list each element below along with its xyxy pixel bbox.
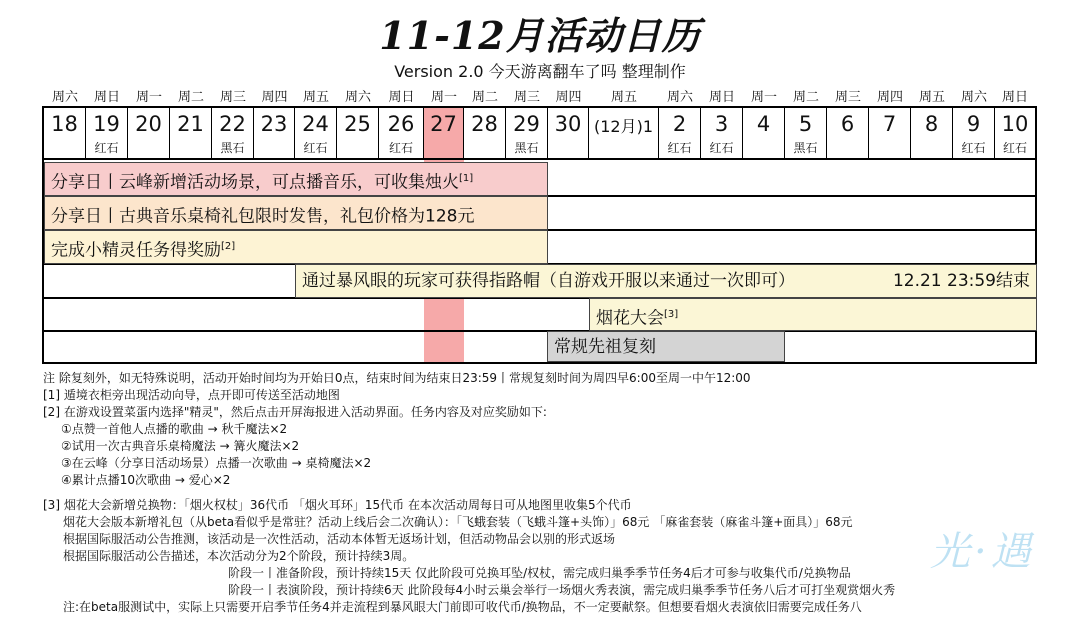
day-number: 25 — [344, 112, 371, 136]
day-note: 黑石 — [793, 141, 818, 155]
day-note: 红石 — [303, 141, 328, 155]
event-label: 常规先祖复刻 — [554, 337, 656, 357]
day-number: 27 — [430, 112, 457, 136]
day-note: 黑石 — [220, 141, 245, 155]
day-number: 3 — [714, 112, 729, 136]
weekday-label: 周四 — [876, 90, 903, 105]
note-general: 注 除复刻外，如无特殊说明，活动开始时间均为开始日0点，结束时间为结束日23:59丨常规复刻时间为周四早6:00至周一中午12:00 — [43, 371, 751, 385]
day-note: 黑石 — [514, 141, 539, 155]
day-note: 红石 — [1002, 141, 1027, 155]
note-3-detail: 根据国际服活动公告描述，本次活动分为2个阶段，预计持续3周。 — [63, 549, 415, 563]
weekday-label: 周日 — [1001, 90, 1028, 105]
day-number: 20 — [135, 112, 162, 136]
event-end-time: 12.21 23:59结束 — [892, 271, 1030, 291]
weekday-label: 周二 — [792, 90, 819, 105]
weekday-label: 周六 — [960, 90, 987, 105]
event-ref: [3] — [664, 309, 679, 320]
event-ref: [1] — [459, 173, 474, 184]
day-note: 红石 — [388, 141, 413, 155]
event-bar-fireworks-festival — [589, 298, 1037, 331]
note-1: [1] 遁境衣柜旁出现活动向导，点开即可传送至活动地图 — [43, 388, 340, 402]
event-label: 分享日丨古典音乐桌椅礼包限时发售，礼包价格为128元 — [51, 206, 475, 227]
day-cell — [295, 108, 337, 160]
day-number: 30 — [554, 112, 582, 136]
day-note: 红石 — [667, 141, 692, 155]
day-number: 23 — [260, 112, 288, 136]
event-label: 完成小精灵任务得奖励 — [51, 240, 221, 261]
day-cell — [170, 108, 212, 160]
day-cell — [424, 108, 464, 160]
weekday-label: 周五 — [302, 90, 329, 105]
note-3: [3] 烟花大会新增兑换物：「烟火权杖」36代币 「烟火耳环」15代币 在本次活动周每日可从地图里收集5个代币 — [43, 498, 632, 512]
event-bar-spirit-quest — [44, 230, 548, 264]
day-number: 7 — [882, 112, 897, 136]
day-cell — [995, 108, 1035, 160]
weekday-label: 周一 — [430, 90, 457, 105]
day-cell — [44, 108, 86, 160]
event-ref: [2] — [221, 241, 236, 252]
event-bar-eye-of-storm-hat — [295, 264, 1037, 298]
day-number: 2 — [672, 112, 687, 136]
notes-section — [43, 370, 1043, 616]
day-cell — [785, 108, 827, 160]
note-2-task: ②试用一次古典音乐桌椅魔法 → 篝火魔法×2 — [61, 439, 300, 453]
weekday-label: 周日 — [388, 90, 415, 105]
day-cell — [506, 108, 548, 160]
weekday-label: 周六 — [344, 90, 371, 105]
weekday-label: 周六 — [51, 90, 78, 105]
weekday-label: 周一 — [135, 90, 162, 105]
event-bar-ancestor-rerun — [547, 331, 785, 362]
day-number: 24 — [302, 112, 329, 136]
note-3-beta: 注:在beta服测试中，实际上只需要开启季节任务4并走流程到暴风眼大门前即可收代币/换物品，不一定要献祭。但想要看烟火表演依旧需要完成任务八 — [63, 600, 862, 614]
event-bar-cloud-peak-share — [44, 162, 548, 196]
day-cell — [869, 108, 911, 160]
weekday-label: 周二 — [177, 90, 204, 105]
day-cell — [659, 108, 701, 160]
page-title: 11-12月活动日历 — [379, 13, 701, 58]
event-label: 通过暴风眼的玩家可获得指路帽（自游戏开服以来通过一次即可） — [302, 271, 795, 291]
weekday-label: 周三 — [513, 90, 540, 105]
day-number: 10 — [1001, 112, 1029, 136]
day-cell — [911, 108, 953, 160]
note-3-phase: 阶段一丨准备阶段，预计持续15天 仅此阶段可兑换耳坠/权杖，需完成归巢季季节任务4后才可参与收集代币/兑换物品 — [228, 566, 851, 580]
day-cell — [86, 108, 128, 160]
day-number: 22 — [219, 112, 246, 136]
day-cell — [254, 108, 295, 160]
day-cell — [212, 108, 254, 160]
note-3-phase: 阶段一丨表演阶段，预计持续6天 此阶段每4小时云巢会举行一场烟火秀表演，需完成归巢季季节任务八后才可打坐观赏烟火秀 — [228, 583, 896, 597]
event-label: 烟花大会 — [596, 308, 664, 329]
day-note: 红石 — [94, 141, 119, 155]
page-subtitle: Version 2.0 今天游离翻车了吗 整理制作 — [394, 62, 686, 81]
day-number: 8 — [924, 112, 939, 136]
day-number: (12月)1 — [593, 117, 654, 136]
day-cell — [743, 108, 785, 160]
note-2-task: ③在云峰（分享日活动场景）点播一次歌曲 → 桌椅魔法×2 — [61, 456, 372, 470]
day-number: 4 — [756, 112, 771, 136]
day-note: 红石 — [961, 141, 986, 155]
note-2-task: ①点赞一首他人点播的歌曲 → 秋千魔法×2 — [61, 422, 288, 436]
weekday-label: 周三 — [834, 90, 861, 105]
day-number: 29 — [513, 112, 540, 136]
weekday-label: 周三 — [219, 90, 246, 105]
weekday-label: 周五 — [918, 90, 945, 105]
weekday-label: 周二 — [471, 90, 498, 105]
day-number: 26 — [387, 112, 415, 136]
note-2: [2] 在游戏设置菜蛋内选择"精灵"，然后点击开屏海报进入活动界面。任务内容及对应奖励如下: — [43, 405, 547, 419]
weekday-label: 周五 — [610, 90, 637, 105]
spacer — [43, 489, 1043, 497]
event-bar-music-chair-pack — [44, 196, 548, 230]
day-number: 5 — [798, 112, 813, 136]
day-cell — [589, 108, 659, 160]
day-cell — [128, 108, 170, 160]
day-cell — [701, 108, 743, 160]
day-number: 18 — [51, 112, 78, 136]
day-number: 19 — [93, 112, 120, 136]
weekday-label: 周一 — [750, 90, 777, 105]
watermark-logo: 光·遇 — [930, 529, 1035, 575]
weekday-label: 周日 — [708, 90, 735, 105]
weekday-label: 周四 — [555, 90, 582, 105]
weekday-label: 周六 — [666, 90, 693, 105]
event-label: 分享日丨云峰新增活动场景，可点播音乐，可收集烛火 — [51, 172, 459, 193]
day-number: 21 — [177, 112, 204, 136]
day-cell — [953, 108, 995, 160]
weekday-label: 周日 — [93, 90, 120, 105]
day-number: 9 — [966, 112, 981, 136]
day-note: 红石 — [709, 141, 734, 155]
day-cell — [379, 108, 424, 160]
day-cell — [548, 108, 589, 160]
day-cell — [337, 108, 379, 160]
day-number: 28 — [471, 112, 498, 136]
day-cell — [827, 108, 869, 160]
note-3-detail: 烟花大会版本新增礼包（从beta看似乎是常驻？活动上线后会二次确认）：「飞蛾套装（飞蛾斗篷+头饰）」68元 「麻雀套装（麻雀斗篷+面具）」68元 — [63, 515, 853, 529]
weekday-label: 周四 — [261, 90, 288, 105]
day-number: 6 — [840, 112, 855, 136]
day-cell — [464, 108, 506, 160]
note-2-task: ④累计点播10次歌曲 → 爱心×2 — [61, 473, 231, 487]
note-3-detail: 根据国际服活动公告推测，该活动是一次性活动，活动本体暂无返场计划，但活动物品会以别的形式返场 — [63, 532, 616, 546]
